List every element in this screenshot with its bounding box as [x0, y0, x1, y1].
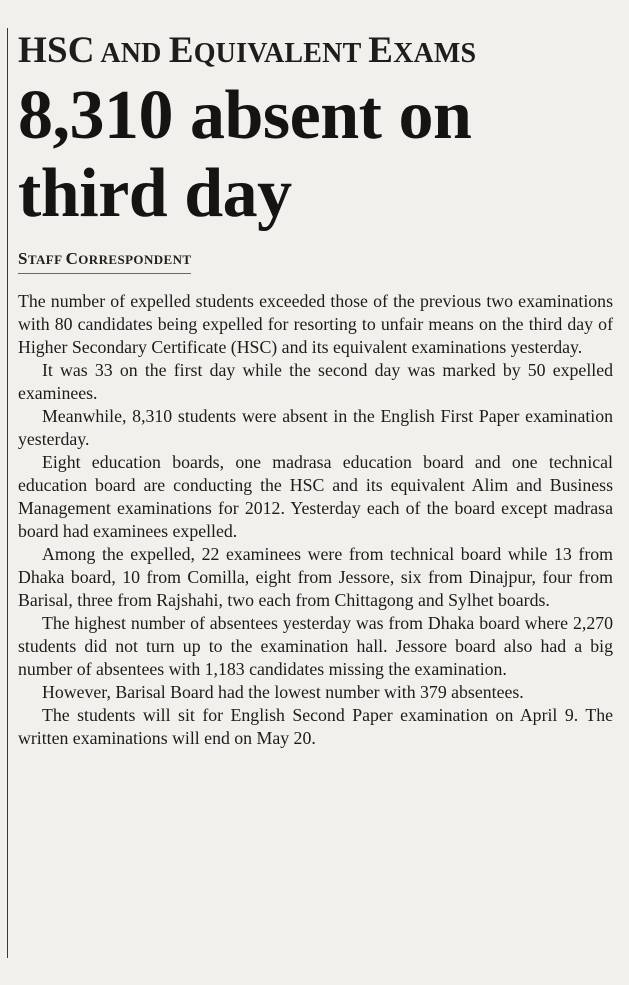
article-paragraph-7: However, Barisal Board had the lowest number with 379 absentees.	[42, 682, 524, 702]
byline-part: S	[18, 249, 28, 268]
article-paragraph-8: The students will sit for English Second Paper examination on April 9. The written examinations will end on May 20.	[18, 705, 613, 748]
main-headline	[18, 77, 613, 233]
byline-part: C	[65, 249, 79, 268]
kicker-part: AND	[94, 38, 169, 69]
news-clipping	[18, 28, 613, 750]
article-paragraph-3: Meanwhile, 8,310 students were absent in the English First Paper examination yesterday.	[18, 406, 613, 449]
kicker-part: XAMS	[393, 38, 477, 69]
kicker-part: E	[368, 30, 394, 71]
kicker-part: HSC	[18, 30, 95, 71]
byline	[18, 249, 191, 274]
article-body	[18, 290, 613, 750]
headline-line-1: 8,310 absent on	[18, 77, 472, 154]
kicker-part: QUIVALENT	[193, 38, 369, 69]
byline-part: TAFF	[27, 252, 66, 267]
byline-part: ORRESPONDENT	[78, 252, 192, 267]
column-rule	[7, 28, 8, 958]
article-paragraph-4: Eight education boards, one madrasa education board and one technical education board are conducting the HSC and its equivalent Alim and Business Management examinations for 2012. Yesterday each of the board except madrasa board had examinees expelled.	[18, 452, 613, 541]
article-paragraph-5: Among the expelled, 22 examinees were from technical board while 13 from Dhaka board, 10 from Comilla, eight from Jessore, six from Dinajpur, four from Barisal, three from Rajshahi, two each from Chittagong and Sylhet boards.	[18, 544, 613, 610]
article-paragraph-2: It was 33 on the first day while the second day was marked by 50 expelled examinees.	[18, 360, 613, 403]
article-paragraph-6: The highest number of absentees yesterday was from Dhaka board where 2,270 students did not turn up to the examination hall. Jessore board also had a big number of absentees with 1,183 candidates missing the examination.	[18, 613, 613, 679]
article-paragraph-1: The number of expelled students exceeded those of the previous two examinations with 80 candidates being expelled for resorting to unfair means on the third day of Higher Secondary Certificate (HSC) and its equivalent examinations yesterday.	[18, 291, 613, 357]
kicker-part: E	[168, 30, 194, 71]
kicker-headline	[18, 28, 613, 77]
headline-line-2: third day	[18, 155, 292, 232]
